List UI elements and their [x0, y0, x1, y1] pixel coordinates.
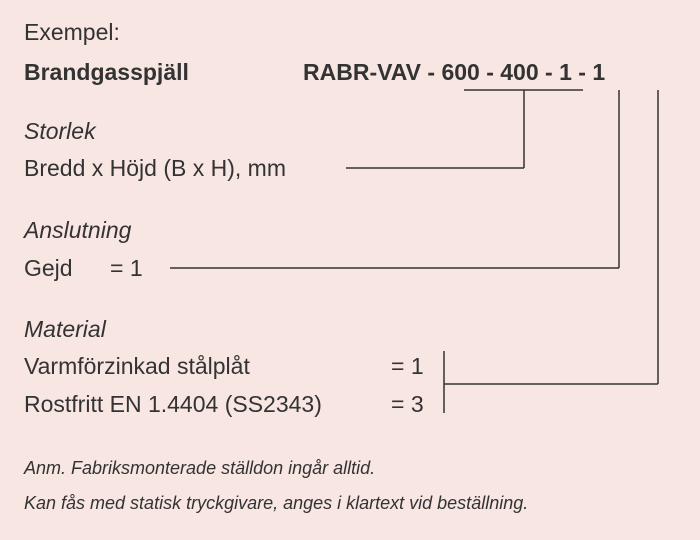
- material-option-label: Varmförzinkad stålplåt: [24, 353, 250, 379]
- connection-value: = 1: [110, 255, 143, 281]
- code-prefix: RABR-VAV: [303, 59, 421, 85]
- material-option-value: = 1: [391, 353, 424, 379]
- code-connection: 1: [559, 59, 572, 85]
- code-material: 1: [592, 59, 606, 85]
- connection-label: Gejd: [24, 255, 73, 281]
- product-name: Brandgasspjäll: [24, 59, 189, 85]
- code-height: 400: [500, 59, 539, 85]
- code-separator: -: [486, 59, 494, 85]
- size-label: Bredd x Höjd (B x H), mm: [24, 155, 286, 181]
- code-separator: -: [578, 59, 586, 85]
- code-separator: -: [427, 59, 436, 85]
- note-line: Kan fås med statisk tryckgivare, anges i klartext vid beställning.: [24, 493, 529, 513]
- connection-heading: Anslutning: [24, 217, 132, 243]
- note-line: Anm. Fabriksmonterade ställdon ingår alltid.: [24, 458, 376, 478]
- material-option-value: = 3: [391, 391, 424, 417]
- material-option-label: Rostfritt EN 1.4404 (SS2343): [24, 391, 322, 417]
- size-heading: Storlek: [24, 118, 96, 144]
- code-width: 600: [441, 59, 480, 85]
- material-heading: Material: [24, 316, 106, 342]
- code-separator: -: [545, 59, 553, 85]
- example-label: Exempel:: [24, 19, 120, 45]
